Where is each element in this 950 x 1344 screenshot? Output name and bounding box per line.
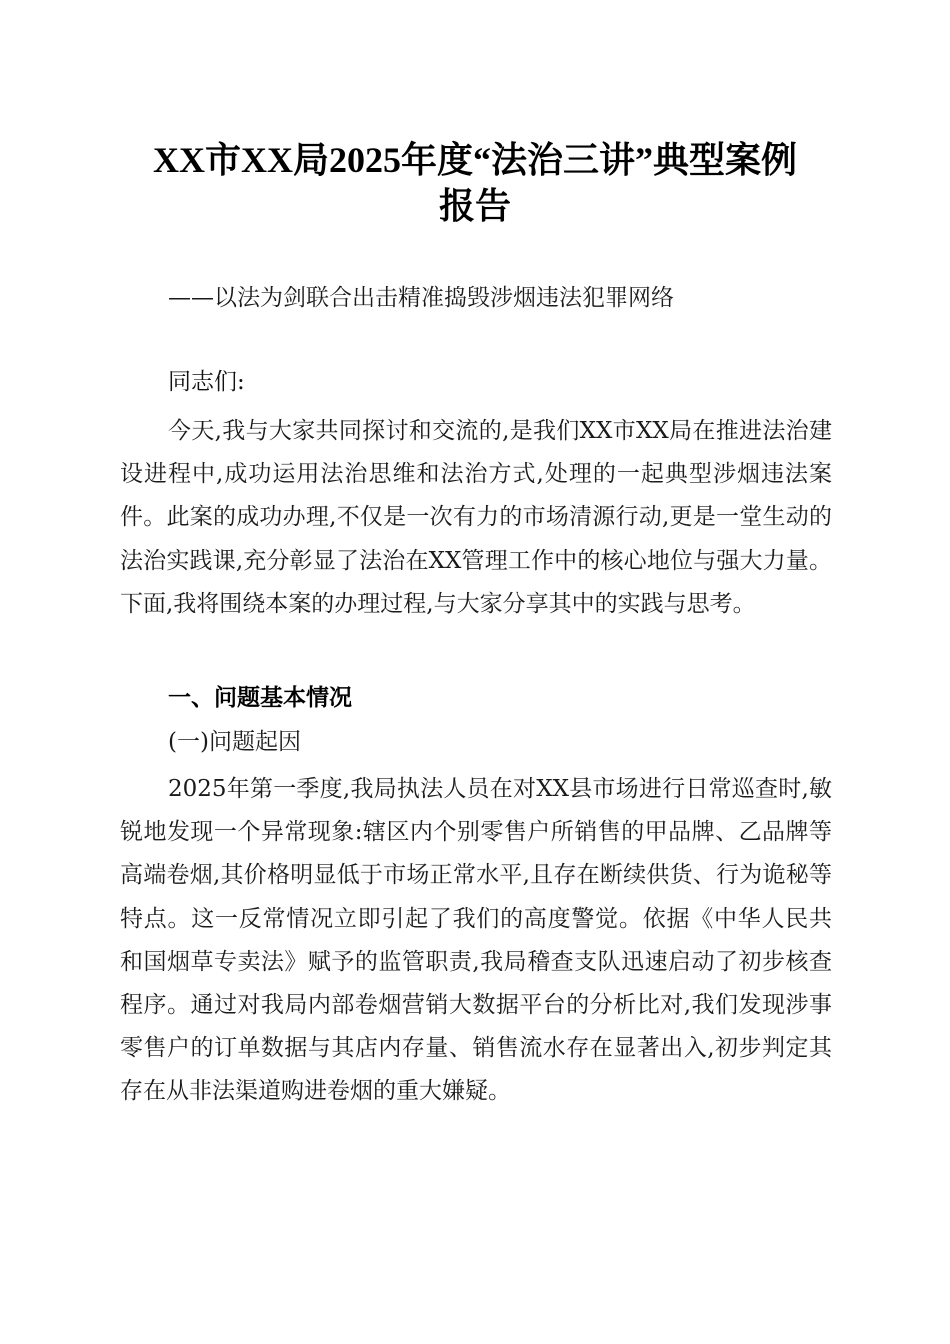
document-title-line-2: 报告 [438,186,511,226]
subsection-heading: (一)问题起因 [168,729,301,755]
document-title-line-1: XX市XX局2025年度“法治三讲”典型案例 [153,140,797,180]
paragraph-problem-cause: 2025年第一季度,我局执法人员在对XX县市场进行日常巡查时,敏锐地发现一个异常现象:辖区内个别零售户所销售的甲品牌、乙品牌等高端卷烟,其价格明显低于市场正常水平,且存在断续供货、行为诡秘等特点。这一反常情况立即引起了我们的高度警觉。依据《中华人民共和国烟草专卖法》赋予的监管职责,我局稽查支队迅速启动了初步核查程序。通过对我局内部卷烟营销大数据平台的分析比对,我们发现涉事零售户的订单数据与其店内存量、销售流水存在显著出入,初步判定其存在从非法渠道购进卷烟的重大嫌疑。 [120,776,832,1105]
document-subtitle: ——以法为剑联合出击精准捣毁涉烟违法犯罪网络 [168,285,674,311]
greeting: 同志们: [168,369,245,395]
section-heading: 一、问题基本情况 [168,685,352,711]
paragraph-introduction: 今天,我与大家共同探讨和交流的,是我们XX市XX局在推进法治建设进程中,成功运用法治思维和法治方式,处理的一起典型涉烟违法案件。此案的成功办理,不仅是一次有力的市场清源行动,更是一堂生动的法治实践课,充分彰显了法治在XX管理工作中的核心地位与强大力量。下面,我将围绕本案的办理过程,与大家分享其中的实践与思考。 [120,418,832,617]
